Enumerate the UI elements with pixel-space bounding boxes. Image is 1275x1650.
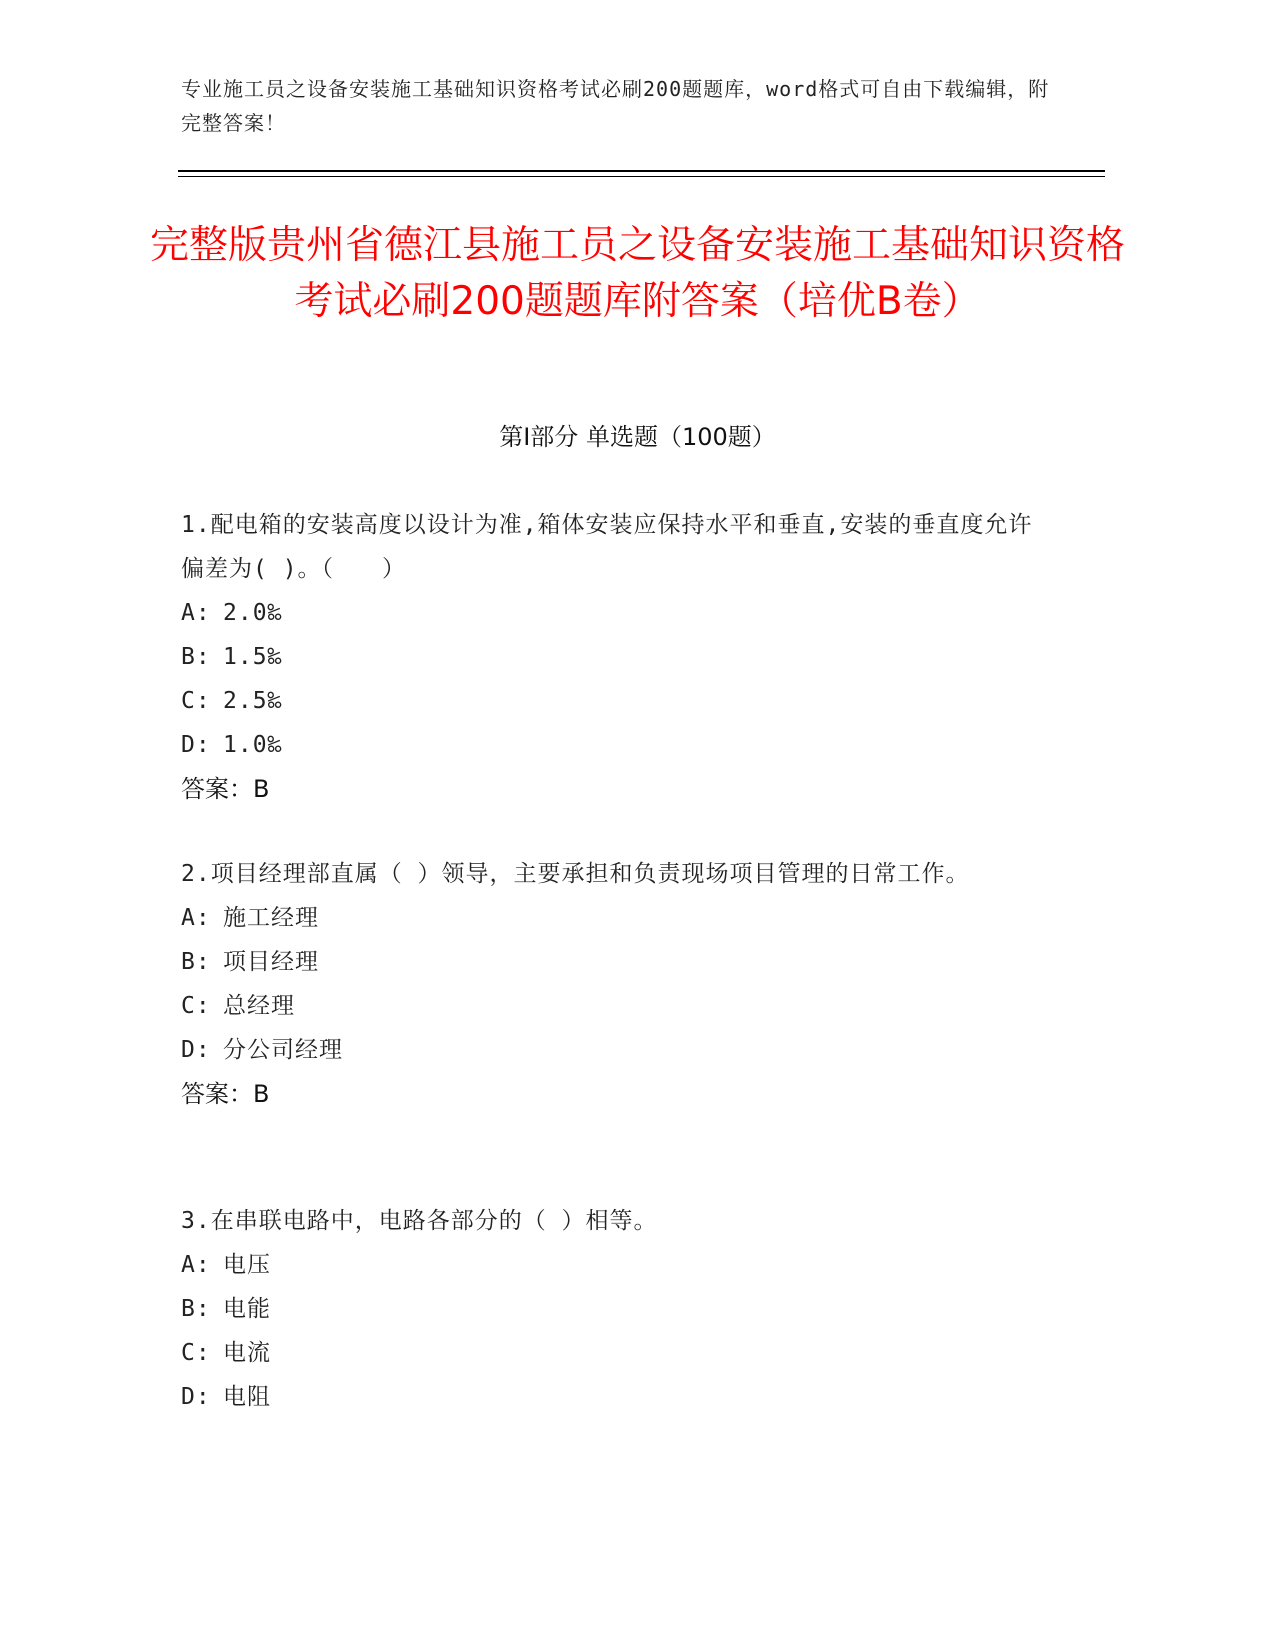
header-divider-thick: [178, 170, 1105, 172]
option-letter: B:: [181, 644, 211, 670]
option-d: [181, 1028, 1041, 1072]
option-letter: A:: [181, 905, 211, 931]
option-b: [181, 940, 1041, 984]
option-letter: D:: [181, 1384, 211, 1410]
option-b: [181, 635, 1041, 679]
option-letter: D:: [181, 1037, 211, 1063]
question-block: [181, 1199, 1041, 1419]
header-note: 专业施工员之设备安装施工基础知识资格考试必刷200题题库，word格式可自由下载编辑，附完整答案！: [181, 77, 1050, 135]
question-block: [181, 503, 1041, 811]
option-c: [181, 1331, 1041, 1375]
question-stem: 3.在串联电路中，电路各部分的（ ）相等。: [181, 1208, 658, 1234]
option-text: 电压: [223, 1252, 271, 1278]
question-block: [181, 852, 1041, 1116]
option-letter: C:: [181, 688, 211, 714]
option-text: 2.0‰: [223, 600, 283, 626]
option-text: 1.5‰: [223, 644, 283, 670]
answer-line: 答案：B: [181, 1080, 270, 1108]
option-letter: B:: [181, 1296, 211, 1322]
option-text: 分公司经理: [223, 1037, 343, 1063]
option-a: [181, 896, 1041, 940]
option-letter: C:: [181, 993, 211, 1019]
option-letter: D:: [181, 732, 211, 758]
document-title: 完整版贵州省德江县施工员之设备安装施工基础知识资格考试必刷200题题库附答案（培优B卷）: [150, 223, 1126, 324]
answer-line: 答案：B: [181, 775, 270, 803]
option-text: 电能: [223, 1296, 271, 1322]
option-text: 总经理: [223, 993, 295, 1019]
option-a: [181, 591, 1041, 635]
option-b: [181, 1287, 1041, 1331]
option-letter: A:: [181, 600, 211, 626]
section-title: 第I部分 单选题（100题）: [499, 423, 776, 451]
question-stem: 2.项目经理部直属（ ）领导，主要承担和负责现场项目管理的日常工作。: [181, 861, 970, 887]
option-d: [181, 723, 1041, 767]
header-divider-thin: [178, 176, 1105, 177]
option-text: 施工经理: [223, 905, 319, 931]
option-a: [181, 1243, 1041, 1287]
option-c: [181, 679, 1041, 723]
option-d: [181, 1375, 1041, 1419]
option-text: 电阻: [223, 1384, 271, 1410]
option-letter: B:: [181, 949, 211, 975]
option-letter: A:: [181, 1252, 211, 1278]
option-text: 2.5‰: [223, 688, 283, 714]
option-c: [181, 984, 1041, 1028]
option-text: 项目经理: [223, 949, 319, 975]
question-stem: 1.配电箱的安装高度以设计为准,箱体安装应保持水平和垂直,安装的垂直度允许偏差为( )。（ ）: [181, 512, 1033, 582]
option-text: 1.0‰: [223, 732, 283, 758]
option-letter: C:: [181, 1340, 211, 1366]
option-text: 电流: [223, 1340, 271, 1366]
